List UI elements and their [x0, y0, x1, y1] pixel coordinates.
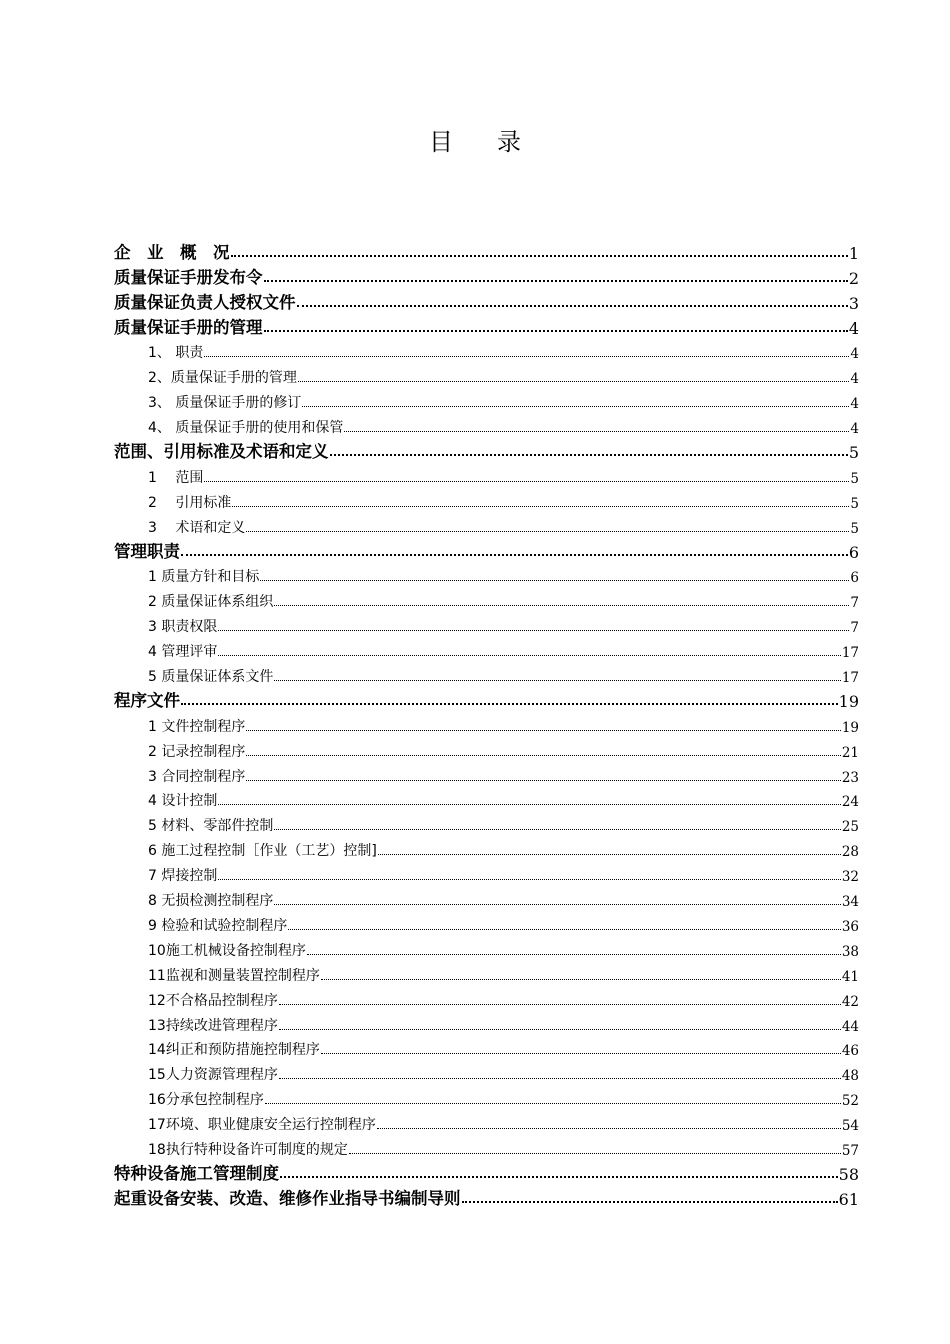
toc-entry-title: 4 管理评审: [148, 644, 218, 661]
toc-entry-title: 1、 职责: [148, 345, 204, 362]
toc-entry[interactable]: [114, 1109, 859, 1134]
toc-entry-page: 7: [850, 595, 859, 612]
dot-leader: [218, 800, 840, 805]
toc-entry[interactable]: [114, 512, 859, 537]
dot-leader: [274, 676, 840, 681]
toc-entry-title: 管理职责: [114, 541, 180, 561]
dot-leader: [274, 900, 840, 905]
toc-entry-title: 特种设备施工管理制度: [114, 1163, 279, 1183]
dot-leader: [260, 576, 849, 581]
dot-leader: [204, 352, 849, 357]
toc-entry-page: 5: [850, 470, 859, 487]
dot-leader: [246, 751, 840, 756]
toc-entry-title: 6 施工过程控制［作业（工艺）控制]: [148, 843, 377, 860]
toc-entry-title: 程序文件: [114, 690, 180, 710]
toc-entry[interactable]: [114, 1010, 859, 1035]
toc-entry[interactable]: [114, 985, 859, 1010]
dot-leader: [378, 850, 841, 855]
dot-leader: [344, 427, 849, 432]
dot-leader: [298, 377, 849, 382]
dot-leader: [302, 402, 849, 407]
toc-entry[interactable]: [114, 611, 859, 636]
toc-entry-title: 4 设计控制: [148, 793, 218, 810]
toc-entry[interactable]: [114, 835, 859, 860]
toc-entry[interactable]: [114, 586, 859, 611]
toc-entry-page: 4: [850, 371, 859, 388]
toc-entry-page: 48: [841, 1068, 859, 1085]
toc-entry-title: 范围、引用标准及术语和定义: [114, 442, 329, 462]
toc-entry[interactable]: [114, 412, 859, 437]
toc-entry[interactable]: [114, 1184, 859, 1209]
dot-leader: [181, 700, 838, 705]
toc-entry-page: 5: [848, 443, 859, 463]
page-title: [0, 122, 950, 157]
dot-leader: [181, 551, 848, 556]
toc-entry-title: 2 记录控制程序: [148, 743, 246, 760]
toc-entry-title: 质量保证手册的管理: [114, 317, 263, 337]
toc-entry[interactable]: [114, 661, 859, 686]
toc-entry-page: 21: [841, 744, 859, 761]
toc-entry[interactable]: [114, 238, 859, 263]
toc-entry-page: 28: [841, 844, 859, 861]
toc-entry[interactable]: [114, 387, 859, 412]
toc-entry[interactable]: [114, 487, 859, 512]
title-char-1: 目: [429, 128, 453, 156]
dot-leader: [280, 1173, 838, 1178]
toc-entry[interactable]: [114, 636, 859, 661]
toc-entry-title: 3 合同控制程序: [148, 768, 246, 785]
toc-entry-title: 3 术语和定义: [148, 519, 246, 536]
toc-entry[interactable]: [114, 860, 859, 885]
toc-entry-page: 2: [848, 268, 859, 288]
toc-entry-title: 2 质量保证体系组织: [148, 594, 274, 611]
dot-leader: [231, 252, 848, 257]
toc-entry-page: 5: [850, 495, 859, 512]
dot-leader: [274, 601, 849, 606]
toc-entry-page: 17: [841, 645, 859, 662]
toc-entry[interactable]: [114, 711, 859, 736]
toc-entry-title: 14纠正和预防措施控制程序: [148, 1042, 320, 1059]
dot-leader: [349, 1149, 841, 1154]
toc-entry-title: 9 检验和试验控制程序: [148, 917, 288, 934]
toc-entry-title: 15人力资源管理程序: [148, 1067, 278, 1084]
dot-leader: [218, 651, 840, 656]
toc-entry-title: 3、 质量保证手册的修订: [148, 395, 302, 412]
toc-entry-page: 42: [841, 993, 859, 1010]
toc-entry[interactable]: [114, 810, 859, 835]
toc-entry[interactable]: [114, 288, 859, 313]
dot-leader: [297, 302, 848, 307]
toc-entry-page: 6: [850, 570, 859, 587]
dot-leader: [321, 975, 841, 980]
toc-entry[interactable]: [114, 910, 859, 935]
toc-entry[interactable]: [114, 885, 859, 910]
toc-entry-page: 34: [841, 894, 859, 911]
toc-entry[interactable]: [114, 1134, 859, 1159]
toc-entry[interactable]: [114, 362, 859, 387]
dot-leader: [246, 726, 840, 731]
toc-entry-title: 17环境、职业健康安全运行控制程序: [148, 1117, 376, 1134]
toc-entry[interactable]: [114, 786, 859, 811]
toc-entry-title: 企 业 概 况: [114, 242, 230, 262]
dot-leader: [204, 477, 849, 482]
toc-entry-page: 44: [841, 1018, 859, 1035]
dot-leader: [246, 527, 849, 532]
toc-entry-title: 18执行特种设备许可制度的规定: [148, 1141, 348, 1158]
toc-entry[interactable]: [114, 1084, 859, 1109]
toc-entry-page: 46: [841, 1043, 859, 1060]
toc-entry-title: 1 范围: [148, 469, 204, 486]
toc-entry-page: 4: [848, 318, 859, 338]
toc-entry-page: 4: [850, 346, 859, 363]
toc-entry[interactable]: [114, 437, 859, 462]
toc-entry-title: 5 材料、零部件控制: [148, 818, 274, 835]
dot-leader: [246, 776, 840, 781]
toc-entry-page: 25: [841, 819, 859, 836]
toc-entry-title: 起重设备安装、改造、维修作业指导书编制导则: [114, 1188, 461, 1208]
toc-entry-title: 2、质量保证手册的管理: [148, 370, 297, 387]
toc-entry-page: 7: [850, 620, 859, 637]
toc-entry[interactable]: [114, 338, 859, 363]
toc-entry-title: 13持续改进管理程序: [148, 1017, 278, 1034]
dot-leader: [462, 1198, 838, 1203]
dot-leader: [279, 1074, 841, 1079]
toc-entry-page: 61: [838, 1189, 859, 1209]
toc-entry-page: 19: [841, 719, 859, 736]
toc-entry-page: 4: [850, 421, 859, 438]
toc-entry[interactable]: [114, 736, 859, 761]
toc-entry-page: 58: [838, 1164, 859, 1184]
toc-entry-page: 24: [841, 794, 859, 811]
toc-entry-page: 32: [841, 869, 859, 886]
toc-entry[interactable]: [114, 537, 859, 562]
toc-entry-title: 质量保证负责人授权文件: [114, 292, 296, 312]
toc-entry[interactable]: [114, 1035, 859, 1060]
title-char-2: 录: [497, 128, 521, 156]
dot-leader: [279, 1025, 841, 1030]
toc-entry-page: 36: [841, 918, 859, 935]
toc-entry-page: 4: [850, 396, 859, 413]
dot-leader: [330, 451, 848, 456]
toc-entry-page: 1: [848, 243, 859, 263]
toc-entry-page: 6: [848, 542, 859, 562]
dot-leader: [377, 1124, 841, 1129]
dot-leader: [307, 950, 841, 955]
toc-entry-page: 17: [841, 670, 859, 687]
toc-entry-title: 1 质量方针和目标: [148, 569, 260, 586]
toc-entry[interactable]: [114, 462, 859, 487]
dot-leader: [218, 626, 849, 631]
toc-entry[interactable]: [114, 313, 859, 338]
toc-entry-title: 4、 质量保证手册的使用和保管: [148, 420, 344, 437]
dot-leader: [232, 502, 849, 507]
toc-entry-page: 19: [838, 691, 859, 711]
toc-entry[interactable]: [114, 761, 859, 786]
toc-entry-title: 16分承包控制程序: [148, 1092, 264, 1109]
dot-leader: [288, 925, 840, 930]
toc-entry-page: 52: [841, 1093, 859, 1110]
dot-leader: [279, 1000, 841, 1005]
toc-entry[interactable]: [114, 1159, 859, 1184]
toc-entry-title: 8 无损检测控制程序: [148, 893, 274, 910]
dot-leader: [218, 875, 840, 880]
dot-leader: [321, 1049, 841, 1054]
toc-entry[interactable]: [114, 686, 859, 711]
toc-entry-page: 5: [850, 520, 859, 537]
toc-entry[interactable]: [114, 960, 859, 985]
toc-entry-page: 41: [841, 968, 859, 985]
toc-entry-title: 3 职责权限: [148, 619, 218, 636]
toc-entry-page: 54: [841, 1118, 859, 1135]
dot-leader: [265, 1099, 841, 1104]
toc-entry-page: 57: [841, 1142, 859, 1159]
toc-entry-title: 5 质量保证体系文件: [148, 669, 274, 686]
toc-entry-title: 质量保证手册发布令: [114, 267, 263, 287]
toc-entry-page: 23: [841, 769, 859, 786]
toc-entry-page: 3: [848, 293, 859, 313]
dot-leader: [264, 327, 848, 332]
dot-leader: [274, 825, 840, 830]
dot-leader: [264, 277, 848, 282]
toc-entry[interactable]: [114, 562, 859, 587]
toc-entry[interactable]: [114, 935, 859, 960]
toc-entry-page: 38: [841, 943, 859, 960]
toc-entry-title: 2 引用标准: [148, 494, 232, 511]
toc-entry[interactable]: [114, 263, 859, 288]
toc-entry[interactable]: [114, 1059, 859, 1084]
toc-entry-title: 10施工机械设备控制程序: [148, 942, 306, 959]
toc-entry-title: 7 焊接控制: [148, 868, 218, 885]
toc-entry-title: 1 文件控制程序: [148, 718, 246, 735]
toc-entry-title: 12不合格品控制程序: [148, 992, 278, 1009]
toc-entry-title: 11监视和测量装置控制程序: [148, 967, 320, 984]
table-of-contents: [114, 238, 859, 1209]
